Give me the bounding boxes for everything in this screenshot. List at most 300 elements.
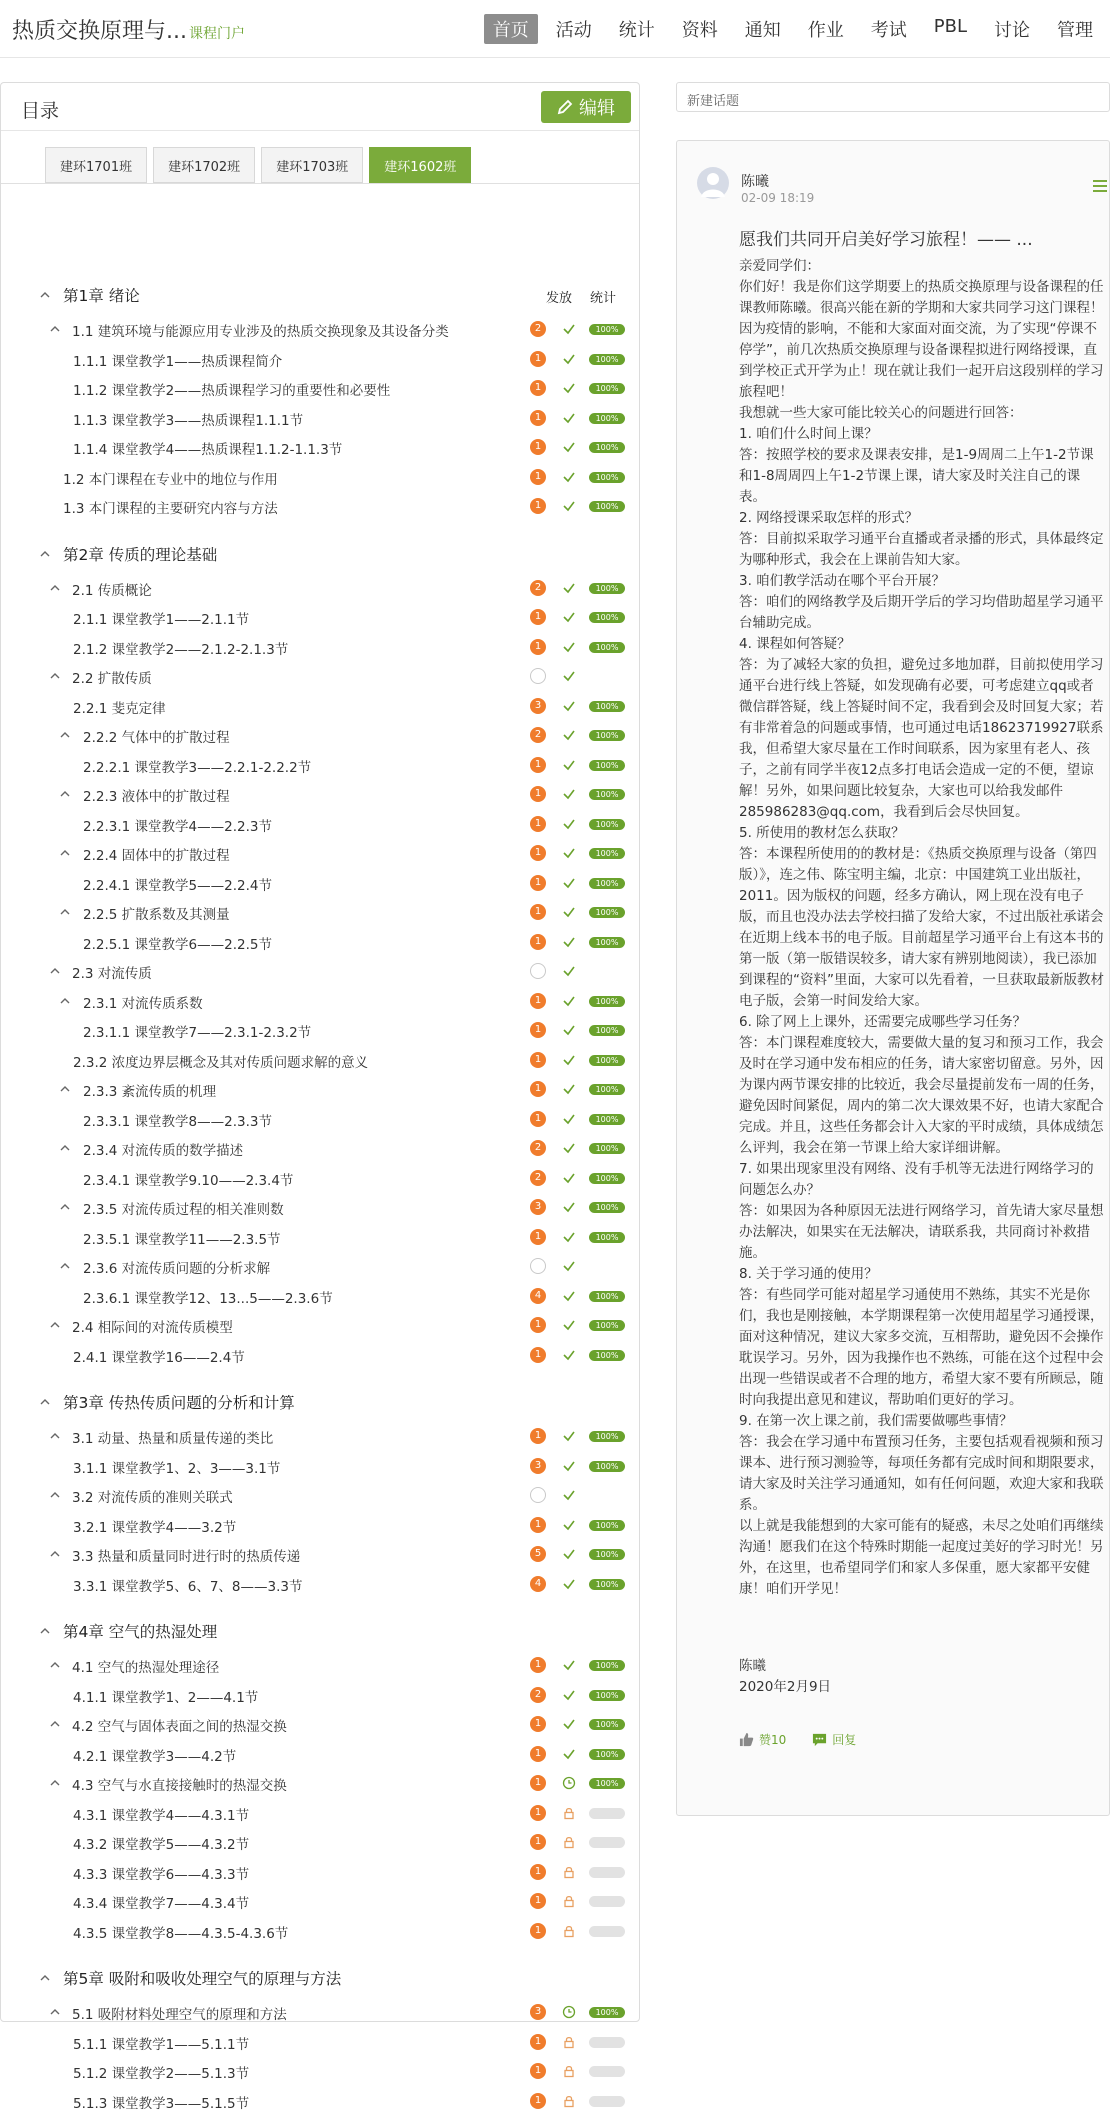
post-author[interactable]: 陈曦 — [741, 174, 769, 190]
section-row[interactable] — [1, 812, 639, 836]
class-tab-1[interactable]: 建环1702班 — [153, 147, 255, 183]
section-row[interactable] — [1, 1313, 639, 1337]
section-row[interactable] — [1, 1225, 639, 1249]
section-row[interactable] — [1, 1107, 639, 1131]
section-row[interactable] — [1, 576, 639, 600]
task-count-badge[interactable]: 1 — [530, 875, 546, 891]
locked-icon[interactable] — [562, 1806, 576, 1820]
published-check-icon[interactable] — [562, 728, 576, 742]
task-count-badge[interactable]: 1 — [530, 351, 546, 367]
section-row[interactable] — [1, 1483, 639, 1507]
section-title[interactable]: 2.2.5.1 课堂教学6——2.2.5节 — [83, 936, 272, 953]
task-count-badge[interactable]: 1 — [530, 1834, 546, 1850]
task-count-badge[interactable]: 1 — [530, 2093, 546, 2109]
section-title[interactable]: 2.2.4.1 课堂教学5——2.2.4节 — [83, 877, 272, 894]
section-title[interactable]: 4.1 空气的热湿处理途径 — [72, 1660, 220, 1676]
task-count-badge[interactable]: 2 — [530, 580, 546, 596]
edit-button[interactable] — [541, 91, 631, 123]
section-title[interactable]: 5.1 吸附材料处理空气的原理和方法 — [72, 2007, 287, 2023]
section-title[interactable]: 2.3.6 对流传质问题的分析求解 — [83, 1261, 271, 1277]
section-title[interactable]: 4.3.5 课堂教学8——4.3.5-4.3.6节 — [73, 1925, 289, 1942]
section-title[interactable]: 2.3.5 对流传质过程的相关准则数 — [83, 1202, 284, 1218]
published-check-icon[interactable] — [562, 411, 576, 425]
section-row[interactable] — [1, 1048, 639, 1072]
section-row[interactable] — [1, 959, 639, 983]
section-title[interactable]: 2.3.2 浓度边界层概念及其对传质问题求解的意义 — [73, 1054, 369, 1071]
section-title[interactable]: 2.3.4 对流传质的数学描述 — [83, 1143, 244, 1159]
section-row[interactable] — [1, 605, 639, 629]
published-check-icon[interactable] — [562, 964, 576, 978]
published-check-icon[interactable] — [562, 994, 576, 1008]
section-row[interactable] — [1, 1712, 639, 1736]
section-row[interactable] — [1, 317, 639, 341]
section-title[interactable]: 2.3.1 对流传质系数 — [83, 995, 203, 1012]
section-title[interactable]: 3.1.1 课堂教学1、2、3——3.1节 — [73, 1460, 281, 1477]
completion-badge: 100% — [589, 819, 625, 830]
published-check-icon[interactable] — [562, 817, 576, 831]
section-title[interactable]: 2.3.3.1 课堂教学8——2.3.3节 — [83, 1113, 272, 1130]
published-check-icon[interactable] — [562, 1171, 576, 1185]
collapse-caret-icon[interactable] — [59, 847, 71, 859]
section-row[interactable] — [1, 635, 639, 659]
chapter-title[interactable]: 第3章 传热传质问题的分析和计算 — [63, 1394, 295, 1412]
section-title[interactable]: 2.2.3.1 课堂教学4——2.2.3节 — [83, 818, 272, 835]
section-row[interactable] — [1, 1889, 639, 1913]
post-paragraph: 2. 网络授课采取怎样的形式？ — [739, 510, 919, 526]
post-paragraph: 答：为了减轻大家的负担，避免过多地加群，目前拟使用学习通平台进行线上答疑，如发现确有必要，可考虑建立qq或者微信群答疑，线上答疑时间不定，我看到会及时回复大家；若有非常着急的问题或事情，也可通过电话18623719927联系我，但希望大家尽量在工作时间联系，因为家里有老人、孩子，之前有同学半夜12点多打电话会造成一定的不便，望谅解！另外，如果问题比较复杂，大家也可以给我发邮件285986283@qq.com，我看到后会尽快回复。 — [739, 657, 1104, 820]
section-row[interactable] — [1, 465, 639, 489]
section-title[interactable]: 2.2.2.1 课堂教学3——2.2.1-2.2.2节 — [83, 759, 312, 776]
published-check-icon[interactable] — [562, 1459, 576, 1473]
section-row[interactable] — [1, 2030, 639, 2054]
nav-item-2[interactable]: 统计 — [618, 20, 655, 41]
section-title[interactable]: 1.1 建筑环境与能源应用专业涉及的热质交换现象及其设备分类 — [72, 324, 449, 340]
collapse-caret-icon[interactable] — [59, 1201, 71, 1213]
post-time: 02-09 18:19 — [741, 191, 815, 205]
published-check-icon[interactable] — [562, 499, 576, 513]
section-row[interactable] — [1, 930, 639, 954]
completion-badge: 100% — [589, 1549, 625, 1560]
task-count-badge[interactable]: 1 — [530, 1864, 546, 1880]
published-check-icon[interactable] — [562, 699, 576, 713]
task-count-badge[interactable]: 3 — [530, 1199, 546, 1215]
task-count-badge[interactable]: 2 — [530, 1687, 546, 1703]
task-count-badge[interactable]: 1 — [530, 380, 546, 396]
class-tab-2[interactable]: 建环1703班 — [261, 147, 363, 183]
task-count-badge[interactable]: 4 — [530, 1288, 546, 1304]
section-title[interactable]: 1.3 本门课程的主要研究内容与方法 — [63, 501, 278, 517]
nav-item-7[interactable]: PBL — [933, 16, 967, 37]
section-row[interactable] — [1, 1653, 639, 1677]
section-row[interactable] — [1, 1801, 639, 1825]
task-count-badge[interactable]: 1 — [530, 2063, 546, 2079]
task-count-badge[interactable]: 1 — [530, 1052, 546, 1068]
published-check-icon[interactable] — [562, 1547, 576, 1561]
course-title[interactable] — [12, 14, 245, 45]
published-check-icon[interactable] — [562, 322, 576, 336]
section-title[interactable]: 4.3.3 课堂教学6——4.3.3节 — [73, 1866, 250, 1883]
like-button[interactable] — [739, 1731, 786, 1748]
collapse-caret-icon[interactable] — [49, 1548, 61, 1560]
task-count-badge[interactable]: 1 — [530, 498, 546, 514]
section-row[interactable] — [1, 1860, 639, 1884]
published-check-icon[interactable] — [562, 470, 576, 484]
post-body — [739, 256, 1107, 1600]
course-portal-link[interactable]: 课程门户 — [188, 26, 245, 42]
published-check-icon[interactable] — [562, 1348, 576, 1362]
task-count-badge[interactable]: 1 — [530, 1229, 546, 1245]
collapse-caret-icon[interactable] — [39, 1625, 51, 1637]
post-paragraph: 4. 课程如何答疑？ — [739, 636, 851, 652]
collapse-caret-icon[interactable] — [49, 2006, 61, 2018]
section-row[interactable] — [1, 1136, 639, 1160]
section-title[interactable]: 2.3.4.1 课堂教学9.10——2.3.4节 — [83, 1172, 294, 1189]
published-check-icon[interactable] — [562, 935, 576, 949]
task-count-badge[interactable]: 1 — [530, 1428, 546, 1444]
section-row[interactable] — [1, 1919, 639, 1943]
collapse-caret-icon[interactable] — [39, 548, 51, 560]
chapter-row[interactable] — [1, 1966, 639, 1990]
section-row[interactable] — [1, 1513, 639, 1537]
task-count-badge[interactable]: 2 — [530, 1170, 546, 1186]
collapse-caret-icon[interactable] — [59, 788, 71, 800]
section-title[interactable]: 4.3.2 课堂教学5——4.3.2节 — [73, 1837, 250, 1853]
published-check-icon[interactable] — [562, 1112, 576, 1126]
task-count-badge[interactable]: 1 — [530, 1347, 546, 1363]
task-count-badge[interactable]: 1 — [530, 1111, 546, 1127]
class-tab-3[interactable]: 建环1602班 — [369, 147, 471, 183]
collapse-caret-icon[interactable] — [49, 1430, 61, 1442]
section-row[interactable] — [1, 694, 639, 718]
completion-badge: 100% — [589, 1690, 625, 1701]
scheduled-clock-icon[interactable] — [562, 1776, 576, 1790]
section-title[interactable]: 2.3 对流传质 — [72, 966, 152, 982]
section-row[interactable] — [1, 1830, 639, 1854]
section-title[interactable]: 1.1.4 课堂教学4——热质课程1.1.2-1.1.3节 — [73, 442, 343, 458]
published-check-icon[interactable] — [562, 581, 576, 595]
section-title[interactable]: 5.1.1 课堂教学1——5.1.1节 — [73, 2036, 250, 2053]
completion-badge: 100% — [589, 996, 625, 1007]
task-count-badge[interactable]: 1 — [530, 934, 546, 950]
section-title[interactable]: 2.2 扩散传质 — [72, 671, 152, 687]
section-row[interactable] — [1, 1683, 639, 1707]
section-row[interactable] — [1, 2059, 639, 2083]
published-check-icon[interactable] — [562, 1082, 576, 1096]
section-title[interactable]: 4.2.1 课堂教学3——4.2节 — [73, 1748, 237, 1765]
collapse-caret-icon[interactable] — [49, 1777, 61, 1789]
section-row[interactable] — [1, 1572, 639, 1596]
task-count-badge[interactable]: 1 — [530, 1746, 546, 1762]
section-row[interactable] — [1, 1284, 639, 1308]
collapse-caret-icon[interactable] — [49, 1319, 61, 1331]
avatar[interactable] — [697, 167, 729, 199]
section-row[interactable] — [1, 664, 639, 688]
locked-icon[interactable] — [562, 1924, 576, 1938]
section-title[interactable]: 2.1.2 课堂教学2——2.1.2-2.1.3节 — [73, 641, 289, 658]
section-title[interactable]: 3.2.1 课堂教学4——3.2节 — [73, 1519, 237, 1536]
task-count-badge[interactable]: 1 — [530, 816, 546, 832]
nav-item-9[interactable]: 管理 — [1057, 20, 1093, 41]
nav-item-8[interactable]: 讨论 — [994, 20, 1030, 41]
published-check-icon[interactable] — [562, 1141, 576, 1155]
section-row[interactable] — [1, 347, 639, 371]
published-check-icon[interactable] — [562, 669, 576, 683]
section-title[interactable]: 4.3.1 课堂教学4——4.3.1节 — [73, 1807, 250, 1824]
section-title[interactable]: 2.2.3 液体中的扩散过程 — [83, 789, 230, 805]
published-check-icon[interactable] — [562, 1518, 576, 1532]
collapse-caret-icon[interactable] — [49, 323, 61, 335]
collapse-caret-icon[interactable] — [39, 1396, 51, 1408]
section-row[interactable] — [1, 1424, 639, 1448]
task-count-badge[interactable]: 2 — [530, 727, 546, 743]
published-check-icon[interactable] — [562, 1318, 576, 1332]
published-check-icon[interactable] — [562, 1023, 576, 1037]
published-check-icon[interactable] — [562, 352, 576, 366]
task-count-badge[interactable]: 2 — [530, 321, 546, 337]
section-title[interactable]: 4.2 空气与固体表面之间的热湿交换 — [72, 1719, 287, 1735]
menu-icon[interactable] — [1091, 179, 1109, 193]
published-check-icon[interactable] — [562, 905, 576, 919]
post-paragraph: 答：按照学校的要求及课表安排，是1-9周周二上午1-2节课和1-8周周四上午1-2节课上课，请大家及时关注自己的课表。 — [739, 447, 1094, 505]
publish-column-header: 发放 — [546, 291, 573, 306]
section-row[interactable] — [1, 900, 639, 924]
collapse-caret-icon[interactable] — [59, 1083, 71, 1095]
section-row[interactable] — [1, 376, 639, 400]
task-count-badge[interactable]: 1 — [530, 1893, 546, 1909]
section-row[interactable] — [1, 1195, 639, 1219]
published-check-icon[interactable] — [562, 1429, 576, 1443]
published-check-icon[interactable] — [562, 1259, 576, 1273]
post-actions — [739, 1731, 856, 1748]
post-title[interactable]: 愿我们共同开启美好学习旅程！—— ... — [739, 230, 1033, 250]
task-count-badge[interactable]: 1 — [530, 845, 546, 861]
task-count-badge[interactable]: 1 — [530, 757, 546, 773]
published-check-icon[interactable] — [562, 1717, 576, 1731]
task-count-badge[interactable]: 3 — [530, 1458, 546, 1474]
nav-item-5[interactable]: 作业 — [807, 20, 844, 41]
collapse-caret-icon[interactable] — [49, 582, 61, 594]
published-check-icon[interactable] — [562, 1200, 576, 1214]
section-title[interactable]: 3.1 动量、热量和质量传递的类比 — [72, 1431, 274, 1447]
section-title[interactable]: 4.1.1 课堂教学1、2——4.1节 — [73, 1689, 259, 1706]
section-row[interactable] — [1, 841, 639, 865]
published-check-icon[interactable] — [562, 1289, 576, 1303]
task-count-badge[interactable]: 1 — [530, 639, 546, 655]
chapter-title[interactable]: 第4章 空气的热湿处理 — [63, 1623, 218, 1641]
nav-item-6[interactable]: 考试 — [870, 20, 907, 41]
locked-icon[interactable] — [562, 2035, 576, 2049]
section-title[interactable]: 1.1.1 课堂教学1——热质课程简介 — [73, 353, 283, 370]
collapse-caret-icon[interactable] — [59, 906, 71, 918]
published-check-icon[interactable] — [562, 440, 576, 454]
section-row[interactable] — [1, 1742, 639, 1766]
collapse-caret-icon[interactable] — [39, 1972, 51, 1984]
published-check-icon[interactable] — [562, 1053, 576, 1067]
locked-icon[interactable] — [562, 1835, 576, 1849]
section-title[interactable]: 4.3.4 课堂教学7——4.3.4节 — [73, 1896, 250, 1912]
section-row[interactable] — [1, 494, 639, 518]
task-count-badge[interactable] — [530, 1258, 546, 1274]
section-title[interactable]: 2.3.6.1 课堂教学12、13...5——2.3.6节 — [83, 1290, 333, 1307]
collapse-caret-icon[interactable] — [49, 670, 61, 682]
section-title[interactable]: 3.3.1 课堂教学5、6、7、8——3.3节 — [73, 1578, 303, 1595]
task-count-badge[interactable]: 1 — [530, 1022, 546, 1038]
section-row[interactable] — [1, 1166, 639, 1190]
nav-item-0[interactable]: 首页 — [484, 14, 538, 44]
task-count-badge[interactable]: 1 — [530, 1716, 546, 1732]
nav-item-4[interactable]: 通知 — [744, 20, 781, 41]
published-check-icon[interactable] — [562, 1230, 576, 1244]
task-count-badge[interactable]: 1 — [530, 609, 546, 625]
task-count-badge[interactable]: 1 — [530, 1657, 546, 1673]
chapter-row[interactable] — [1, 1619, 639, 1643]
section-title[interactable]: 1.2 本门课程在专业中的地位与作用 — [63, 471, 278, 488]
published-check-icon[interactable] — [562, 1577, 576, 1591]
task-count-badge[interactable]: 1 — [530, 1923, 546, 1939]
task-count-badge[interactable]: 1 — [530, 1775, 546, 1791]
published-check-icon[interactable] — [562, 846, 576, 860]
section-title[interactable]: 2.4.1 课堂教学16——2.4节 — [73, 1349, 245, 1366]
task-count-badge[interactable]: 1 — [530, 786, 546, 802]
section-title[interactable]: 2.4 相际间的对流传质模型 — [72, 1320, 233, 1336]
section-row[interactable] — [1, 782, 639, 806]
section-row[interactable] — [1, 435, 639, 459]
published-check-icon[interactable] — [562, 1688, 576, 1702]
section-row[interactable] — [1, 1454, 639, 1478]
section-title[interactable]: 1.1.2 课堂教学2——热质课程学习的重要性和必要性 — [73, 383, 391, 399]
chapter-title[interactable]: 第2章 传质的理论基础 — [63, 545, 218, 564]
reply-button[interactable] — [812, 1731, 856, 1748]
section-title[interactable]: 2.2.5 扩散系数及其测量 — [83, 907, 230, 923]
section-title[interactable]: 3.2 对流传质的准则关联式 — [72, 1490, 233, 1506]
section-title[interactable]: 1.1.3 课堂教学3——热质课程1.1.1节 — [73, 412, 304, 429]
locked-icon[interactable] — [562, 1865, 576, 1879]
completion-badge: 100% — [589, 413, 625, 424]
published-check-icon[interactable] — [562, 787, 576, 801]
task-count-badge[interactable]: 1 — [530, 1317, 546, 1333]
locked-icon[interactable] — [562, 2094, 576, 2108]
task-count-badge[interactable] — [530, 963, 546, 979]
task-count-badge[interactable]: 5 — [530, 1546, 546, 1562]
section-row[interactable] — [1, 1343, 639, 1367]
chapter-row[interactable] — [1, 1390, 639, 1414]
collapse-caret-icon[interactable] — [59, 1142, 71, 1154]
section-row[interactable] — [1, 989, 639, 1013]
section-title[interactable]: 5.1.2 课堂教学2——5.1.3节 — [73, 2066, 250, 2082]
collapse-caret-icon[interactable] — [59, 729, 71, 741]
published-check-icon[interactable] — [562, 876, 576, 890]
task-count-badge[interactable]: 2 — [530, 1140, 546, 1156]
published-check-icon[interactable] — [562, 1488, 576, 1502]
nav-item-1[interactable]: 活动 — [555, 20, 592, 41]
section-title[interactable]: 2.2.4 固体中的扩散过程 — [83, 848, 230, 864]
section-title[interactable]: 3.3 热量和质量同时进行时的热质传递 — [72, 1549, 301, 1565]
section-title[interactable]: 2.3.3 紊流传质的机理 — [83, 1084, 217, 1100]
section-title[interactable]: 2.3.1.1 课堂教学7——2.3.1-2.3.2节 — [83, 1025, 312, 1041]
completion-badge: 100% — [589, 383, 625, 394]
task-count-badge[interactable]: 1 — [530, 1517, 546, 1533]
section-row[interactable] — [1, 1771, 639, 1795]
published-check-icon[interactable] — [562, 640, 576, 654]
section-row[interactable] — [1, 1077, 639, 1101]
task-count-badge[interactable]: 4 — [530, 1576, 546, 1592]
section-title[interactable]: 2.1.1 课堂教学1——2.1.1节 — [73, 612, 250, 628]
task-count-badge[interactable]: 3 — [530, 698, 546, 714]
section-row[interactable] — [1, 871, 639, 895]
collapse-caret-icon[interactable] — [49, 1718, 61, 1730]
task-count-badge[interactable]: 1 — [530, 1081, 546, 1097]
task-count-badge[interactable]: 1 — [530, 993, 546, 1009]
completion-badge: 100% — [589, 1143, 625, 1154]
section-row[interactable] — [1, 1254, 639, 1278]
section-row[interactable] — [1, 753, 639, 777]
completion-badge: 100% — [589, 878, 625, 889]
task-count-badge[interactable] — [530, 1487, 546, 1503]
like-label: 赞10 — [759, 1733, 787, 1747]
task-count-badge[interactable]: 1 — [530, 469, 546, 485]
collapse-caret-icon[interactable] — [39, 289, 51, 301]
section-title[interactable]: 2.2.1 斐克定律 — [73, 700, 166, 717]
task-count-badge[interactable]: 1 — [530, 2034, 546, 2050]
chapter-title[interactable]: 第5章 吸附和吸收处理空气的原理与方法 — [63, 1970, 342, 1988]
section-title[interactable]: 5.1.3 课堂教学3——5.1.5节 — [73, 2095, 250, 2112]
chapter-row[interactable] — [1, 542, 639, 566]
section-row[interactable] — [1, 2000, 639, 2024]
published-check-icon[interactable] — [562, 1747, 576, 1761]
collapse-caret-icon[interactable] — [59, 995, 71, 1007]
task-count-badge[interactable]: 1 — [530, 410, 546, 426]
section-row[interactable] — [1, 2089, 639, 2113]
section-row[interactable] — [1, 406, 639, 430]
new-topic-input[interactable]: 新建话题 — [676, 82, 1110, 112]
published-check-icon[interactable] — [562, 1658, 576, 1672]
task-count-badge[interactable]: 3 — [530, 2004, 546, 2020]
scheduled-clock-icon[interactable] — [562, 2005, 576, 2019]
nav-item-3[interactable]: 资料 — [681, 20, 718, 41]
section-row[interactable] — [1, 1018, 639, 1042]
published-check-icon[interactable] — [562, 610, 576, 624]
comment-icon — [812, 1732, 827, 1747]
collapse-caret-icon[interactable] — [49, 1489, 61, 1501]
completion-badge — [589, 1896, 625, 1907]
section-row[interactable] — [1, 723, 639, 747]
locked-icon[interactable] — [562, 1894, 576, 1908]
collapse-caret-icon[interactable] — [49, 965, 61, 977]
class-tab-0[interactable]: 建环1701班 — [45, 147, 147, 183]
completion-badge: 100% — [589, 472, 625, 483]
task-count-badge[interactable]: 1 — [530, 904, 546, 920]
task-count-badge[interactable] — [530, 668, 546, 684]
section-row[interactable] — [1, 1542, 639, 1566]
collapse-caret-icon[interactable] — [49, 1659, 61, 1671]
section-title[interactable]: 2.2.2 气体中的扩散过程 — [83, 730, 230, 746]
stats-column-header: 统计 — [590, 291, 617, 306]
section-title[interactable]: 2.3.5.1 课堂教学11——2.3.5节 — [83, 1231, 281, 1248]
section-title[interactable]: 2.1 传质概论 — [72, 582, 152, 599]
post-paragraph: 因为疫情的影响，不能和大家面对面交流，为了实现“停课不停学”，前几次热质交换原理与设备课程拟进行网络授课，直到学校正式开学为止！现在就让我们一起开启这段别样的学习旅程吧！ — [739, 321, 1104, 400]
completion-badge — [589, 1808, 625, 1819]
locked-icon[interactable] — [562, 2064, 576, 2078]
chapter-row[interactable] — [1, 283, 639, 307]
task-count-badge[interactable]: 1 — [530, 439, 546, 455]
chapter-title[interactable]: 第1章 绪论 — [63, 287, 140, 305]
published-check-icon[interactable] — [562, 758, 576, 772]
task-count-badge[interactable]: 1 — [530, 1805, 546, 1821]
section-title[interactable]: 4.3 空气与水直接接触时的热湿交换 — [72, 1778, 287, 1794]
collapse-caret-icon[interactable] — [59, 1260, 71, 1272]
course-name[interactable]: 热质交换原理与... — [12, 19, 187, 44]
published-check-icon[interactable] — [562, 381, 576, 395]
